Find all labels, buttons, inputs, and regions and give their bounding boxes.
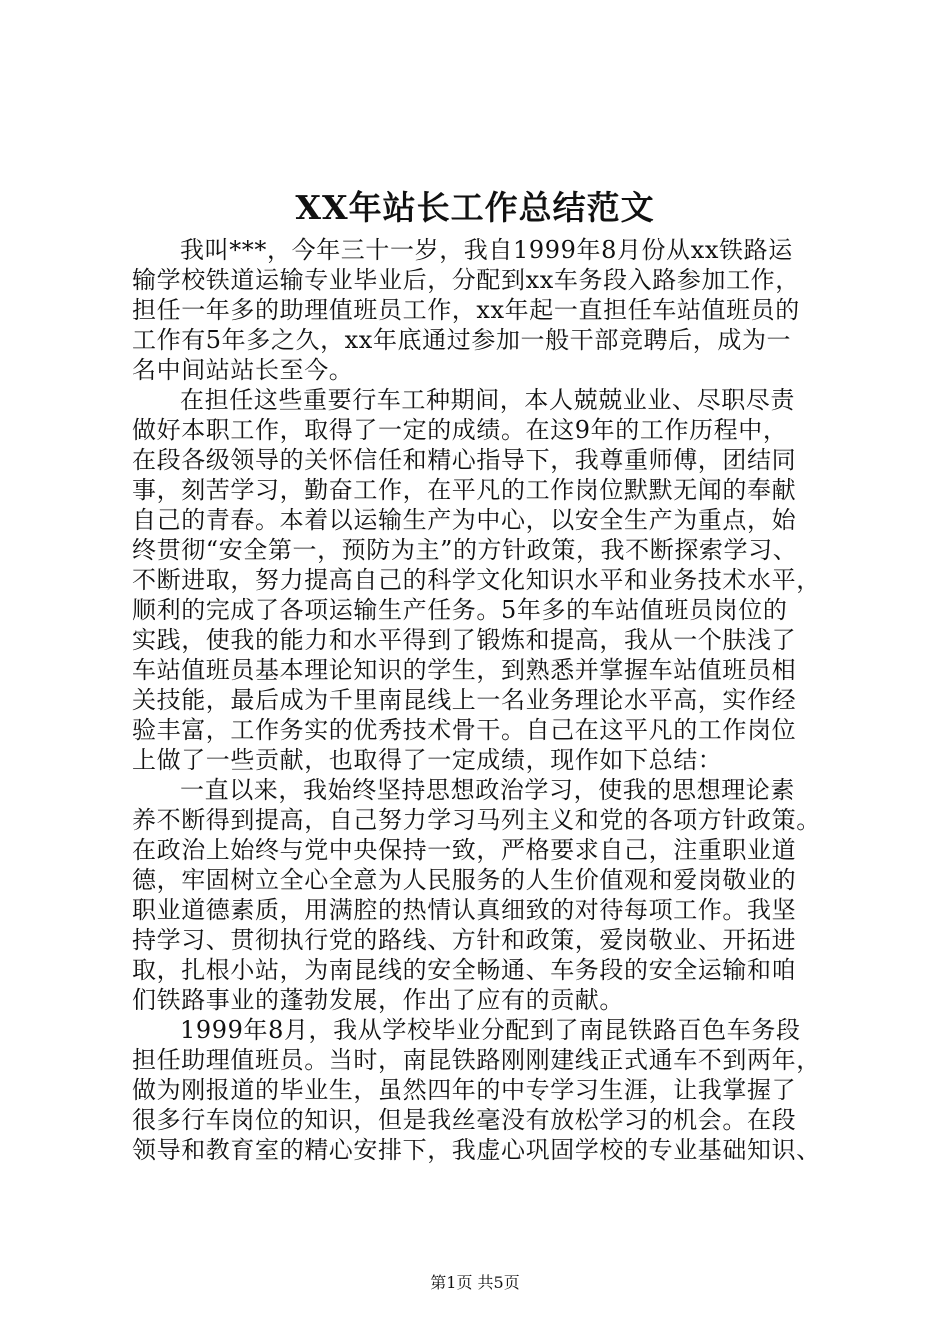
paragraph-line: 职业道德素质，用满腔的热情认真细致的对待每项工作。我坚 xyxy=(132,896,797,924)
paragraph-line: 做为刚报道的毕业生，虽然四年的中专学习生涯，让我掌握了 xyxy=(132,1076,797,1104)
paragraph-line: 实践，使我的能力和水平得到了锻炼和提高，我从一个肤浅了 xyxy=(132,626,797,654)
paragraph-line: 在段各级领导的关怀信任和精心指导下，我尊重师傅，团结同 xyxy=(132,446,797,474)
paragraph-line: 工作有5年多之久，xx年底通过参加一般干部竞聘后，成为一 xyxy=(132,326,792,354)
paragraph-line: 顺利的完成了各项运输生产任务。5年多的车站值班员岗位的 xyxy=(132,596,788,624)
paragraph-line: 领导和教育室的精心安排下，我虚心巩固学校的专业基础知识、 xyxy=(132,1136,821,1164)
paragraph xyxy=(132,1015,832,1165)
paragraph-line: 取，扎根小站，为南昆线的安全畅通、车务段的安全运输和咱 xyxy=(132,956,797,984)
paragraph-line: 车站值班员基本理论知识的学生，到熟悉并掌握车站值班员相 xyxy=(132,656,797,684)
paragraph xyxy=(132,775,832,1015)
paragraph-line: 一直以来，我始终坚持思想政治学习，使我的思想理论素 xyxy=(180,776,795,804)
paragraph-line: 们铁路事业的蓬勃发展，作出了应有的贡献。 xyxy=(132,986,624,1014)
paragraph-line: 终贯彻“安全第一，预防为主”的方针政策，我不断探索学习、 xyxy=(132,536,798,564)
paragraph-line: 输学校铁道运输专业毕业后，分配到xx车务段入路参加工作， xyxy=(132,266,800,294)
paragraph-line: 1999年8月，我从学校毕业分配到了南昆铁路百色车务段 xyxy=(180,1016,801,1044)
paragraph-line: 名中间站站长至今。 xyxy=(132,356,354,384)
document-body xyxy=(132,235,832,1165)
paragraph-line: 关技能，最后成为千里南昆线上一名业务理论水平高，实作经 xyxy=(132,686,797,714)
paragraph-line: 上做了一些贡献，也取得了一定成绩，现作如下总结： xyxy=(132,746,723,774)
paragraph-line: 事，刻苦学习，勤奋工作，在平凡的工作岗位默默无闻的奉献 xyxy=(132,476,797,504)
paragraph-line: 验丰富，工作务实的优秀技术骨干。自己在这平凡的工作岗位 xyxy=(132,716,797,744)
paragraph-line: 持学习、贯彻执行党的路线、方针和政策，爱岗敬业、开拓进 xyxy=(132,926,797,954)
paragraph-line: 我叫***，今年三十一岁，我自1999年8月份从xx铁路运 xyxy=(180,236,793,264)
document-title: XX年站长工作总结范文 xyxy=(295,188,655,227)
paragraph xyxy=(132,235,832,385)
paragraph-line: 很多行车岗位的知识，但是我丝毫没有放松学习的机会。在段 xyxy=(132,1106,797,1134)
paragraph-line: 担任助理值班员。当时，南昆铁路刚刚建线正式通车不到两年， xyxy=(132,1046,821,1074)
paragraph-line: 自己的青春。本着以运输生产为中心，以安全生产为重点，始 xyxy=(132,506,797,534)
paragraph xyxy=(132,385,832,775)
page-number-footer: 第1页 共5页 xyxy=(430,1273,520,1292)
paragraph-line: 德，牢固树立全心全意为人民服务的人生价值观和爱岗敬业的 xyxy=(132,866,797,894)
paragraph-line: 不断进取，努力提高自己的科学文化知识水平和业务技术水平， xyxy=(132,566,821,594)
paragraph-line: 在政治上始终与党中央保持一致，严格要求自己，注重职业道 xyxy=(132,836,797,864)
paragraph-line: 担任一年多的助理值班员工作，xx年起一直担任车站值班员的 xyxy=(132,296,800,324)
paragraph-line: 做好本职工作，取得了一定的成绩。在这9年的工作历程中， xyxy=(132,416,788,444)
paragraph-line: 养不断得到提高，自己努力学习马列主义和党的各项方针政策。 xyxy=(132,806,821,834)
paragraph-line: 在担任这些重要行车工种期间，本人兢兢业业、尽职尽责 xyxy=(180,386,795,414)
